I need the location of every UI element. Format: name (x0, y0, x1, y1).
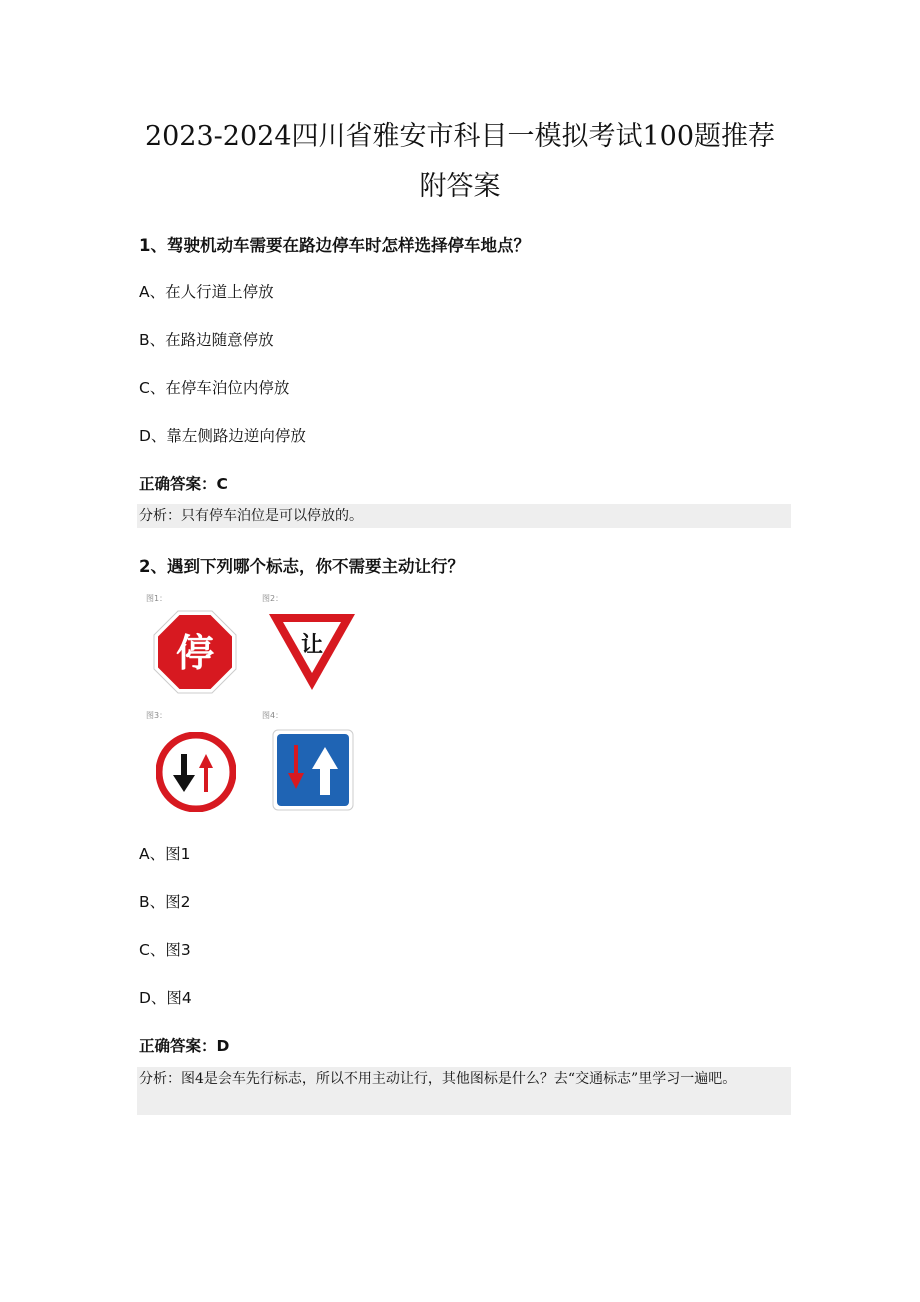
priority-over-oncoming-sign-icon (272, 729, 354, 811)
question-1-analysis: 分析：只有停车泊位是可以停放的。 (137, 504, 791, 528)
question-2-option-d: D、图4 (139, 989, 192, 1007)
question-1-option-c: C、在停车泊位内停放 (139, 379, 290, 397)
figure-3-label: 图3： (146, 711, 168, 720)
yield-sign-icon (266, 610, 358, 694)
question-1-answer: 正确答案：C (139, 475, 228, 493)
figure-1-label: 图1： (146, 594, 168, 603)
title-line-1: 2023-2024四川省雅安市科目一模拟考试100题推荐 (144, 121, 776, 152)
page-title (120, 112, 800, 212)
figure-4-label: 图4： (262, 711, 284, 720)
question-1-option-b: B、在路边随意停放 (139, 331, 274, 349)
yield-sign-text: 让 (300, 633, 324, 658)
question-2-answer: 正确答案：D (139, 1037, 230, 1055)
question-2-analysis: 分析：图4是会车先行标志，所以不用主动让行，其他图标是什么？去“交通标志”里学习一遍吧。 (137, 1067, 791, 1115)
question-2-option-a: A、图1 (139, 845, 191, 863)
stop-sign-text: 停 (175, 631, 215, 675)
figure-2-label: 图2： (262, 594, 284, 603)
oncoming-priority-sign-icon (156, 732, 236, 812)
question-1-option-d: D、靠左侧路边逆向停放 (139, 427, 306, 445)
question-2-option-c: C、图3 (139, 941, 191, 959)
title-line-2: 附答案 (419, 171, 501, 202)
question-2-text: 2、遇到下列哪个标志，你不需要主动让行？ (139, 557, 464, 576)
question-2-option-b: B、图2 (139, 893, 191, 911)
question-1-option-a: A、在人行道上停放 (139, 283, 274, 301)
stop-sign-icon (152, 609, 238, 695)
question-1-text: 1、驾驶机动车需要在路边停车时怎样选择停车地点？ (139, 236, 530, 255)
